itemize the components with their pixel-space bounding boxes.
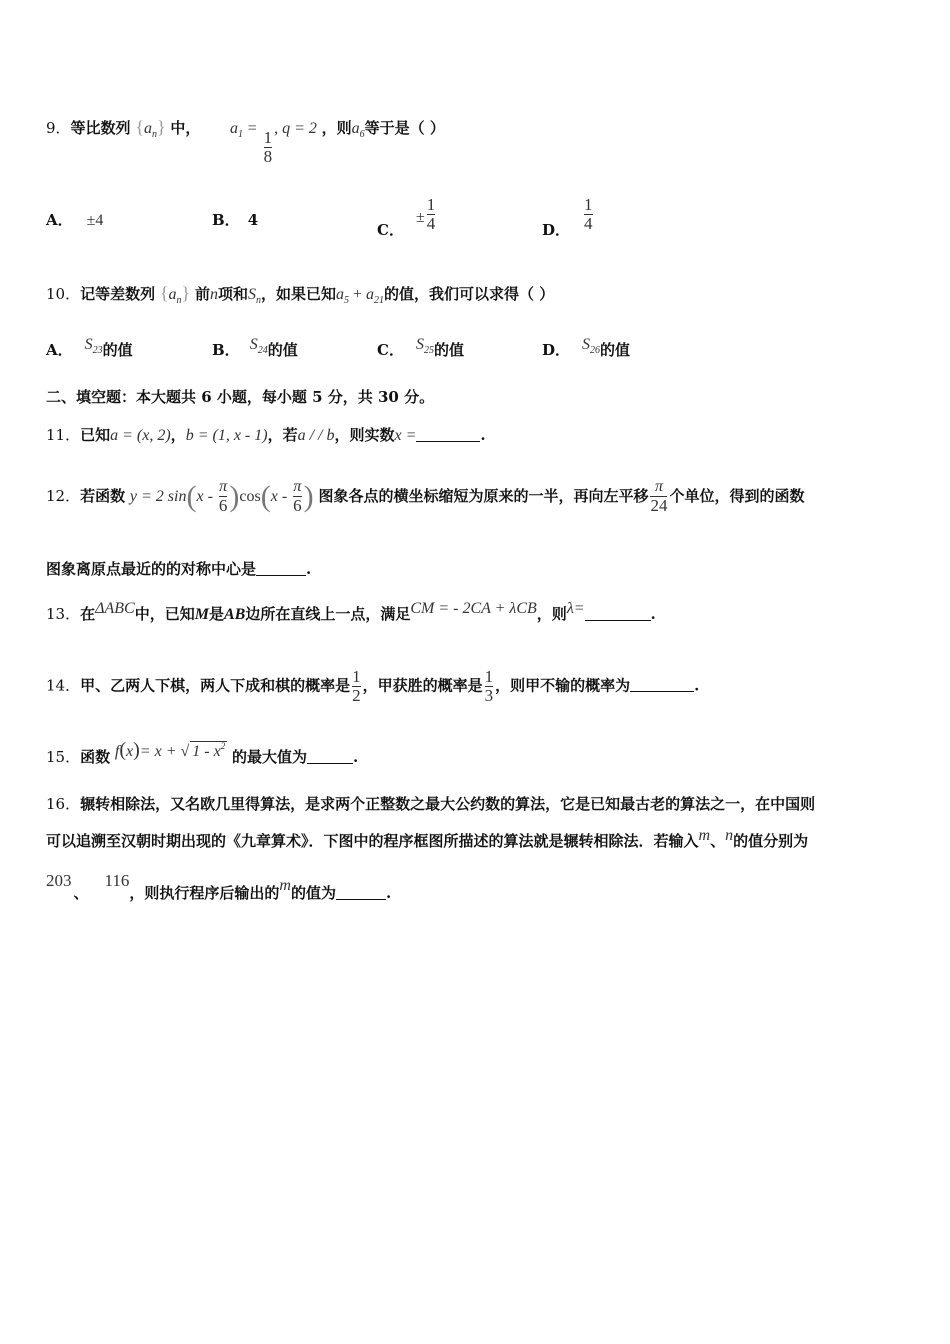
- q16-answer-blank[interactable]: [336, 885, 386, 900]
- q11-stem: 11．已知a = (x, 2)，b = (1, x - 1)，若a / / b，则实数x = .: [46, 426, 486, 444]
- q9-option-b: B． 4: [212, 211, 259, 229]
- q13-answer-blank[interactable]: [585, 606, 651, 621]
- section-2-header: 二、填空题：本大题共 6 小题，每小题 5 分，共 30 分。: [46, 388, 435, 406]
- q15-stem: 15．函数 f(x)= x + √ $1 - x^2$ 的最大值为 .: [46, 739, 359, 766]
- q12-answer-blank[interactable]: [256, 561, 306, 576]
- q14-answer-blank[interactable]: [630, 677, 694, 692]
- q16-line2: 可以追溯至汉朝时期出现的《九章算术》．下图中的程序框图所描述的算法就是辗转相除法．若输入m、n的值分别为: [46, 827, 809, 850]
- q9-option-c: C．± $\frac{1}{4}$: [377, 195, 436, 240]
- seq-an: $a_n$: [143, 120, 157, 140]
- q9-option-d: D． $\frac{1}{4}$: [542, 195, 593, 240]
- q9-number: 9．: [46, 119, 71, 137]
- q12-stem: 12．若函数 y = 2 sin(x - $\frac{\pi}{6}$ )cos(x - $\frac{\pi}{6}$ ) 图象各点的横坐标缩短为原来的一半，再向左平移 $\frac{\pi}{24}$ 个单位，得到的函数: [46, 478, 805, 515]
- q10-option-b: B． $S_{24}$的值: [212, 336, 298, 359]
- q10-option-d: D． $S_{26}$的值: [542, 336, 631, 359]
- q16-line1: 16．辗转相除法，又名欧几里得算法，是求两个正整数之最大公约数的算法，它是已知最古老的算法之一，在中国则: [46, 795, 816, 813]
- q16-line3: 203、116，则执行程序后输出的m的值为 .: [46, 871, 392, 902]
- q12-line2: 图象离原点最近的的对称中心是 .: [46, 560, 312, 578]
- q13-stem: 13．在ΔABC中，已知M是AB边所在直线上一点，满足CM = - 2CA + λCB，则λ= .: [46, 600, 656, 623]
- q9-option-a: A． ±4: [46, 211, 104, 229]
- fraction-1-8: $\frac{1}{8}$: [263, 128, 273, 166]
- a6-term: $a_6$: [351, 120, 365, 140]
- q9-stem: 9．等比数列 $\{a_n\}$ 中， $a_1$ = $\frac{1}{8}$ , q = 2 ，则$a_6$等于是（ ）: [46, 117, 445, 166]
- q14-stem: 14．甲、乙两人下棋，两人下成和棋的概率是 $\frac{1}{2}$ ，甲获胜的概率是 $\frac{1}{3}$ ，则甲不输的概率为 .: [46, 667, 700, 705]
- q10-option-a: A． $S_{23}$的值: [46, 336, 133, 359]
- a1-term: $a_1$: [229, 120, 243, 140]
- q11-answer-blank[interactable]: [416, 427, 480, 442]
- q10-stem: 10．记等差数列 $\{a_n\}$ 前n项和$S_n$，如果已知$a_5 + a_{21}$的值，我们可以求得（ ）: [46, 283, 555, 306]
- q15-answer-blank[interactable]: [307, 749, 353, 764]
- q10-option-c: C． $S_{25}$的值: [377, 336, 464, 359]
